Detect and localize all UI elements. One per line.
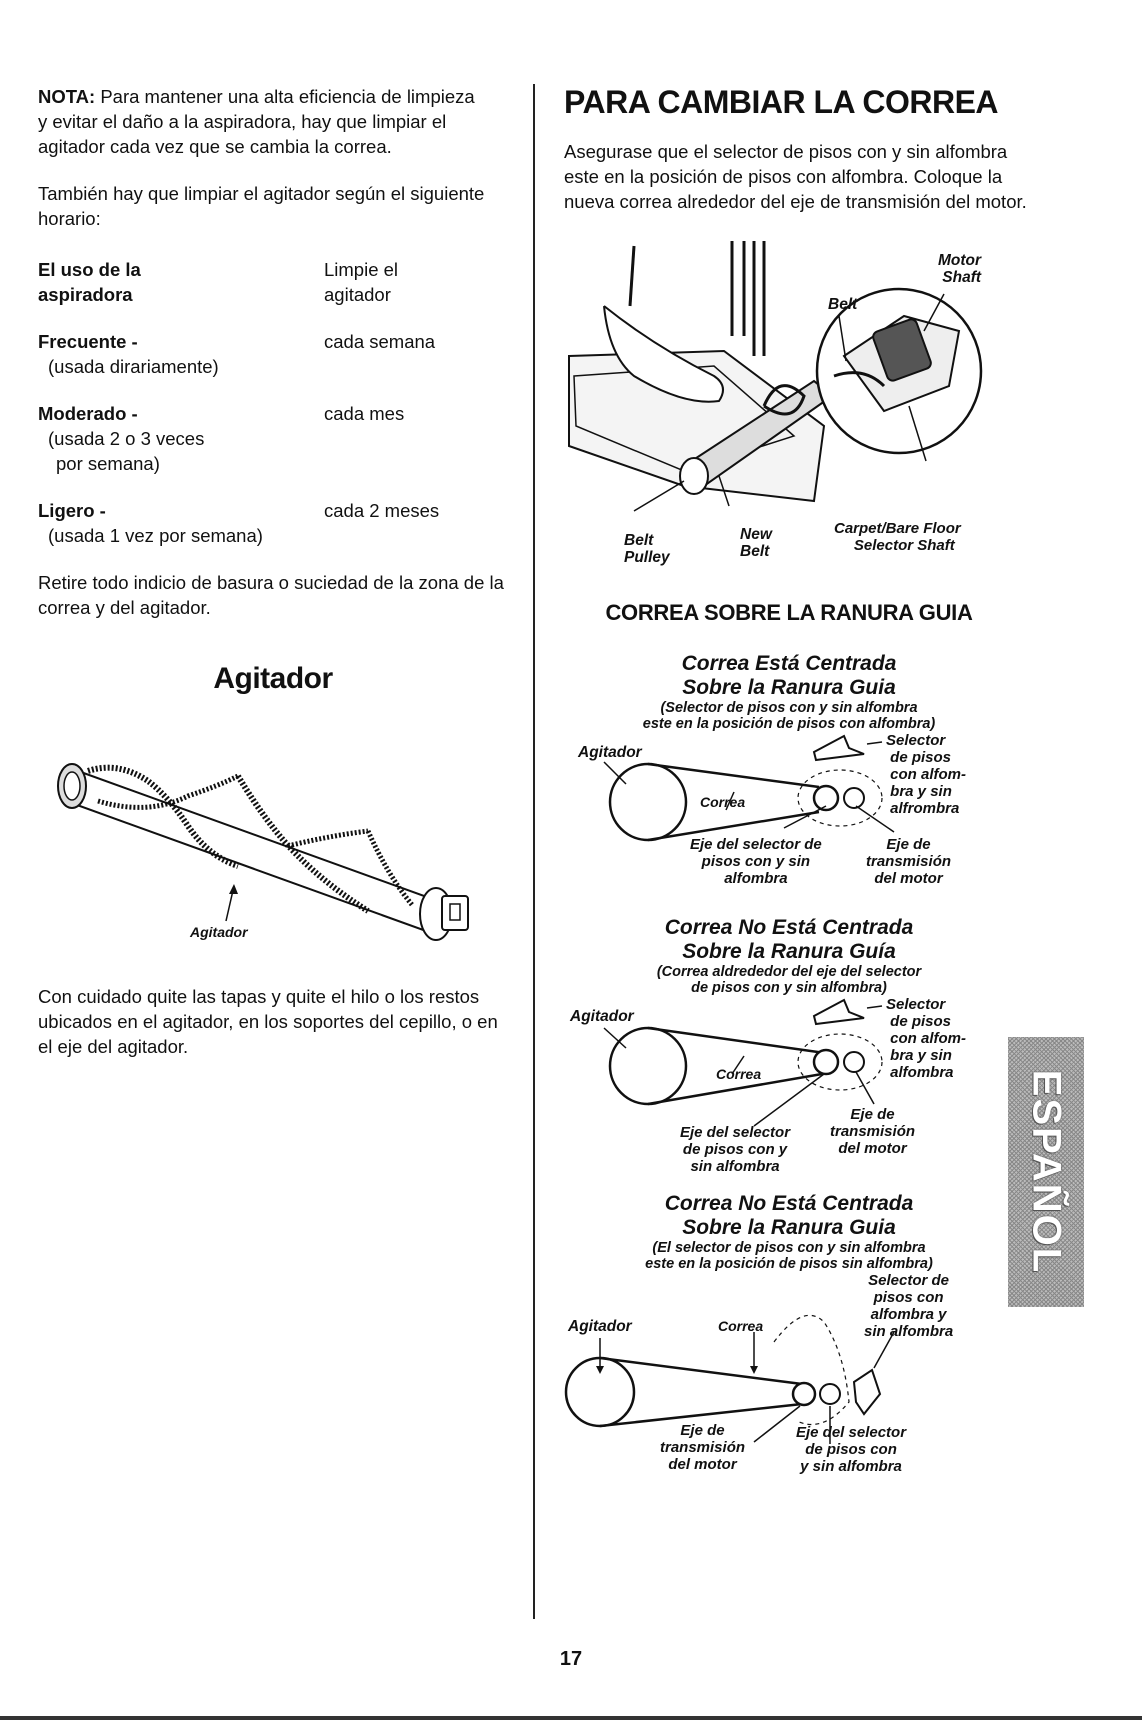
schedule-row-detail-2: por semana) xyxy=(56,453,160,474)
bottom-rule xyxy=(0,1716,1142,1720)
case-2-correa-label: Correa xyxy=(716,1066,762,1082)
case-3-eje-transmision-label: Eje de transmisión del motor xyxy=(660,1422,746,1473)
schedule-row-detail: (usada 1 vez por semana) xyxy=(48,525,263,546)
belt-label: Belt xyxy=(828,296,858,313)
case-3-agitador-label: Agitador xyxy=(568,1318,632,1335)
case-2-diagram xyxy=(564,996,1014,1186)
case-1-subtitle: (Selector de pisos con y sin alfombra este en la posición de pisos con alfombra) xyxy=(642,700,936,732)
agitador-drawing xyxy=(38,716,508,956)
case-3-diagram xyxy=(564,1272,1014,1482)
case-3-title: Correa No Está Centrada Sobre la Ranura Guia xyxy=(664,1192,914,1239)
cleaning-schedule xyxy=(38,257,508,548)
case-2-eje-selector-label: Eje del selector de pisos con y sin alfombra xyxy=(680,1124,791,1175)
case-3-eje-selector-label: Eje del selector de pisos con y sin alfombra xyxy=(796,1424,907,1475)
case-1-correa-label: Correa xyxy=(700,794,746,810)
case-3-correa-label: Correa xyxy=(718,1318,764,1334)
case-2-eje-transmision-label: Eje de transmisión del motor xyxy=(830,1106,916,1157)
schedule-header-left-1: El uso de la xyxy=(38,259,141,280)
page-title: PARA CAMBIAR LA CORREA xyxy=(564,84,999,120)
case-2-agitador-label: Agitador xyxy=(570,1008,634,1025)
schedule-row-value: cada 2 meses xyxy=(324,500,440,521)
schedule-header-right-1: Limpie el xyxy=(324,259,399,280)
schedule-row-value: cada semana xyxy=(324,331,436,352)
schedule-header-right-2: agitador xyxy=(324,284,391,305)
case-3-subtitle: (El selector de pisos con y sin alfombra este en la posición de pisos sin alfombra) xyxy=(645,1240,933,1272)
retire-paragraph: Retire todo indicio de basura o suciedad de la zona de la correa y del agitador. xyxy=(38,572,504,618)
schedule-header-left-2: aspiradora xyxy=(38,284,133,305)
case-2-title: Correa No Está Centrada Sobre la Ranura Guía xyxy=(664,916,914,963)
case-1-diagram xyxy=(564,732,1014,902)
schedule-row-detail: (usada 2 o 3 veces xyxy=(48,428,205,449)
carpet-floor-selector-label: Carpet/Bare Floor Selector Shaft xyxy=(834,520,961,554)
right-column xyxy=(564,84,1034,1482)
left-column xyxy=(38,84,508,1059)
case-1-eje-selector-label: Eje del selector de pisos con y sin alfombra xyxy=(690,836,822,887)
section-title-ranura: CORREA SOBRE LA RANURA GUIA xyxy=(605,600,973,625)
case-2-subtitle: (Correa aldrededor del eje del selector de pisos con y sin alfombra) xyxy=(656,964,922,996)
schedule-row-label: Ligero - xyxy=(38,500,106,521)
case-3-selector-label: Selector de pisos con alfombra y sin alfombra xyxy=(864,1272,954,1340)
asegurase-paragraph: Asegurase que el selector de pisos con y sin alfombra este en la posición de pisos con alfombra. Coloque la nueva correa alrededor del eje de transmisión del motor. xyxy=(564,141,1027,212)
con-cuidado-paragraph: Con cuidado quite las tapas y quite el hilo o los restos ubicados en el agitador, en los soportes del cepillo, o en el eje del agitador. xyxy=(38,986,498,1057)
agitador-heading: Agitador xyxy=(213,662,333,695)
schedule-row xyxy=(38,498,508,548)
nota-paragraph xyxy=(38,84,488,159)
schedule-row-detail: (usada dirariamente) xyxy=(48,356,219,377)
case-1-selector-label: Selector de pisos con alfom- bra y sin alfrombra xyxy=(886,732,967,817)
schedule-row-value: cada mes xyxy=(324,403,405,424)
motor-label: Motor Shaft xyxy=(938,252,982,286)
new-belt-label: New Belt xyxy=(740,526,772,560)
case-1-agitador-label: Agitador xyxy=(578,744,642,761)
belt-pulley-label: Belt Pulley xyxy=(624,532,670,566)
nota-text: Para mantener una alta eficiencia de limpieza y evitar el daño a la aspiradora, hay que limpiar el agitador cada vez que se cambia la correa. xyxy=(38,86,475,157)
schedule-row-label: Moderado - xyxy=(38,403,138,424)
case-centered xyxy=(564,652,1014,902)
nota-label: NOTA: xyxy=(38,86,96,107)
column-divider xyxy=(533,84,535,1619)
page-number: 17 xyxy=(559,1648,583,1670)
case-1-eje-transmision-label: Eje de transmisión del motor xyxy=(866,836,952,887)
schedule-row xyxy=(38,329,508,379)
case-not-centered-2 xyxy=(564,1192,1014,1482)
language-tab-label: ESPAÑOL xyxy=(1024,1069,1069,1275)
agitador-illustration xyxy=(38,716,508,956)
agitador-fig-label: Agitador xyxy=(190,924,248,940)
case-1-title: Correa Está Centrada Sobre la Ranura Guia xyxy=(681,652,897,699)
case-not-centered-1 xyxy=(564,916,1014,1186)
schedule-row xyxy=(38,401,508,476)
schedule-row-label: Frecuente - xyxy=(38,331,138,352)
schedule-header xyxy=(38,257,508,307)
language-tab xyxy=(1008,1037,1084,1307)
schedule-intro: También hay que limpiar el agitador según el siguiente horario: xyxy=(38,183,485,229)
belt-installation-figure xyxy=(564,236,1014,576)
case-2-selector-label: Selector de pisos con alfom- bra y sin alfombra xyxy=(886,996,967,1081)
